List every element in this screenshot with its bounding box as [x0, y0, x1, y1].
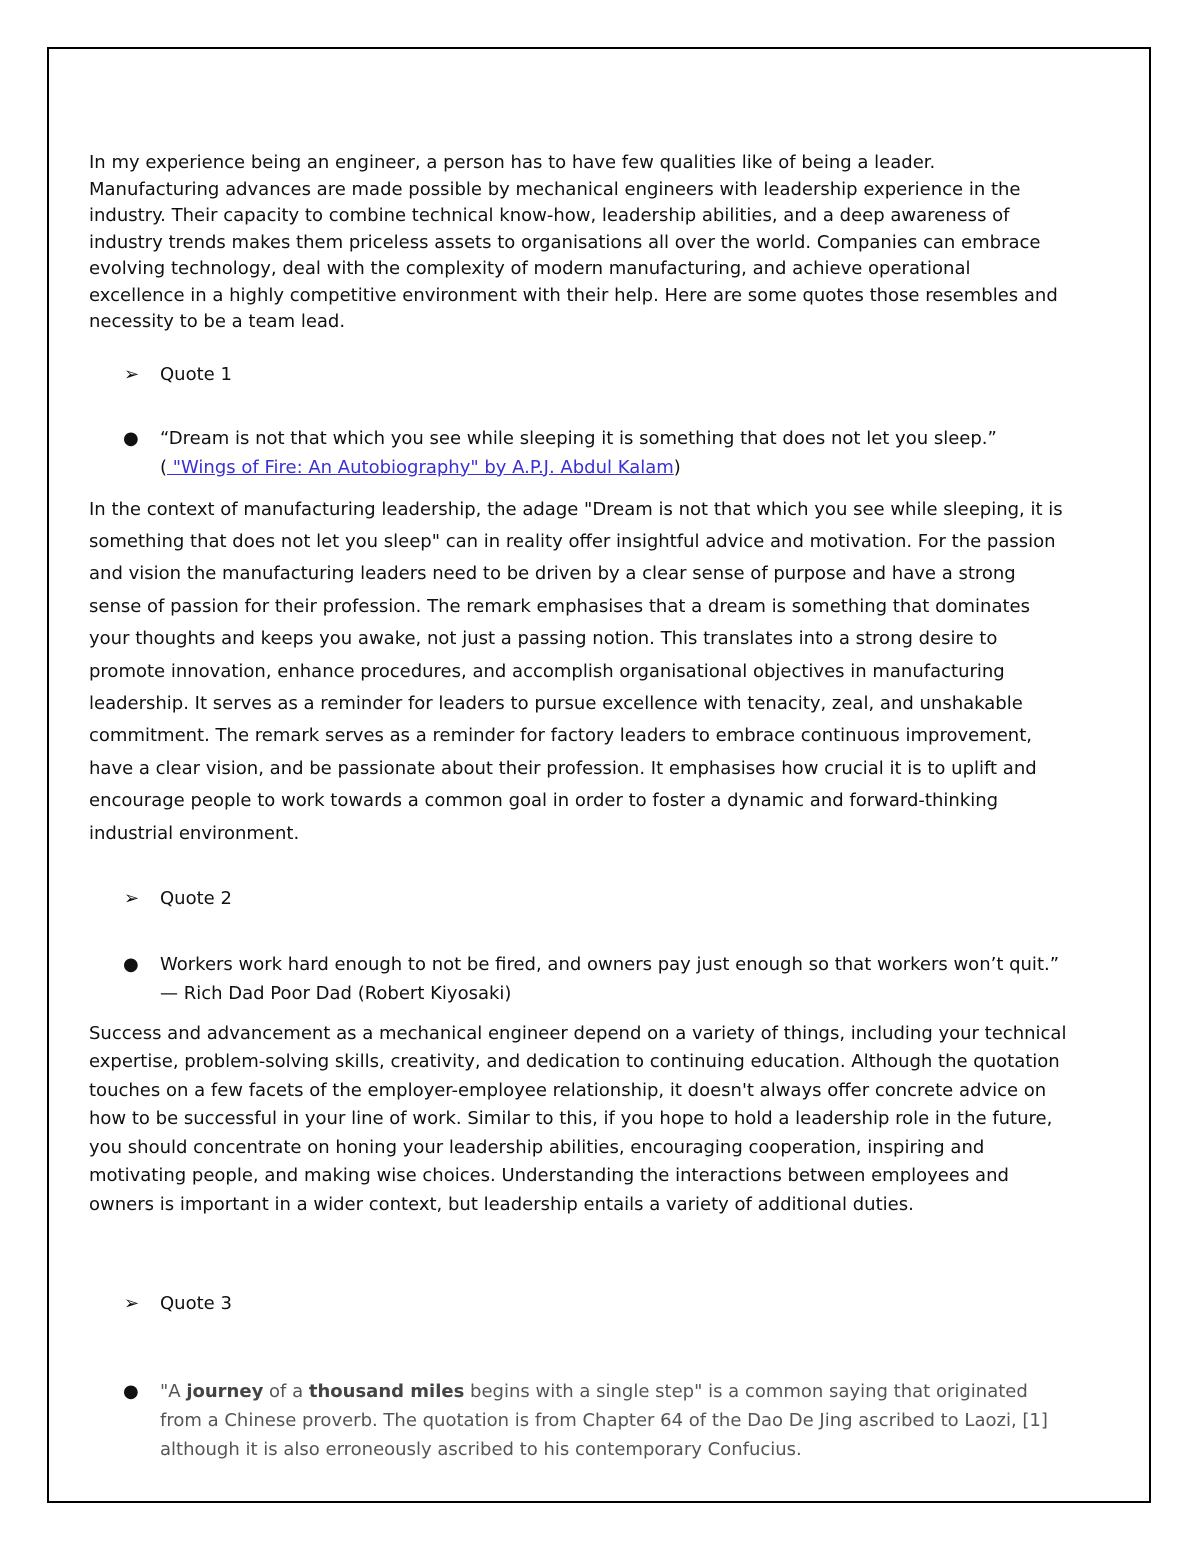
- quote-3-text-c: begins with a single step" is a common saying that originated from a Chinese proverb. The quotation is from Chapter 64 of the Dao De Jing ascribed to Laozi, [1] although it is also erroneously ascribed to his contemporary Confucius.: [160, 1381, 1048, 1461]
- quote-1-commentary: In the context of manufacturing leadership, the adage "Dream is not that which you see while sleeping, it is something that does not let you sleep" can in reality offer insightful advice and motivation. For the passion and vision the manufacturing leaders need to be driven by a clear sense of purpose and have a strong sense of passion for their profession. The remark emphasises that a dream is something that dominates your thoughts and keeps you awake, not just a passing notion. This translates into a strong desire to promote innovation, enhance procedures, and accomplish organisational objectives in manufacturing leadership. It serves as a reminder for leaders to pursue excellence with tenacity, zeal, and unshakable commitment. The remark serves as a reminder for factory leaders to embrace continuous improvement, have a clear vision, and be passionate about their profession. It emphasises how crucial it is to uplift and encourage people to work towards a common goal in order to foster a dynamic and forward-thinking industrial environment.: [89, 498, 1063, 844]
- quote-3-bold-thousand-miles: thousand miles: [308, 1381, 465, 1403]
- quote-1-heading: [89, 362, 1069, 388]
- arrow-bullet-icon: ➢: [124, 1293, 140, 1315]
- arrow-bullet-icon: ➢: [124, 363, 140, 385]
- quote-3-text-b: of a: [263, 1381, 309, 1403]
- bullet-icon: ●: [123, 427, 139, 449]
- quote-1-paren-close: ): [673, 456, 681, 478]
- quote-2-heading: [89, 886, 1069, 912]
- quote-1-source-link[interactable]: "Wings of Fire: An Autobiography" by A.P.J. Abdul Kalam: [167, 456, 674, 478]
- quote-2-item: [89, 950, 1069, 1008]
- document-body: [89, 150, 1069, 1464]
- quote-3-text-a: "A: [160, 1381, 187, 1403]
- quote-2-commentary: Success and advancement as a mechanical engineer depend on a variety of things, including your technical expertise, problem-solving skills, creativity, and dedication to continuing education. Although the quotation touches on a few facets of the employer-employee relationship, it doesn't always offer concrete advice on how to be successful in your line of work. Similar to this, if you hope to hold a leadership role in the future, you should concentrate on honing your leadership abilities, encouraging cooperation, inspiring and motivating people, and making wise choices. Understanding the interactions between employees and owners is important in a wider context, but leadership entails a variety of additional duties.: [89, 1022, 1067, 1215]
- quote-3-heading-label: Quote 3: [160, 1293, 232, 1315]
- intro-paragraph: In my experience being an engineer, a person has to have few qualities like of being a leader. Manufacturing advances are made possible by mechanical engineers with leadership experience in the industry. Their capacity to combine technical know-how, leadership abilities, and a deep awareness of industry trends makes them priceless assets to organisations all over the world. Companies can embrace evolving technology, deal with the complexity of modern manufacturing, and achieve operational excellence in a highly competitive environment with their help. Here are some quotes those resembles and necessity to be a team lead.: [89, 152, 1058, 332]
- arrow-bullet-icon: ➢: [124, 887, 140, 909]
- quote-1-paren-open: (: [160, 456, 168, 478]
- quote-3-item: [89, 1377, 1069, 1464]
- quote-3-heading: [89, 1291, 1069, 1317]
- bullet-icon: ●: [123, 953, 139, 975]
- quote-1-item: [89, 424, 1069, 482]
- bullet-icon: ●: [123, 1381, 139, 1403]
- quote-2-heading-label: Quote 2: [160, 887, 232, 909]
- quote-1-heading-label: Quote 1: [160, 363, 232, 385]
- quote-3-bold-journey: journey: [186, 1381, 264, 1403]
- quote-2-text: Workers work hard enough to not be fired, and owners pay just enough so that workers won’t quit.” — Rich Dad Poor Dad (Robert Kiyosaki): [160, 953, 1060, 1004]
- quote-1-text: “Dream is not that which you see while sleeping it is something that does not let you sleep.”: [160, 427, 997, 449]
